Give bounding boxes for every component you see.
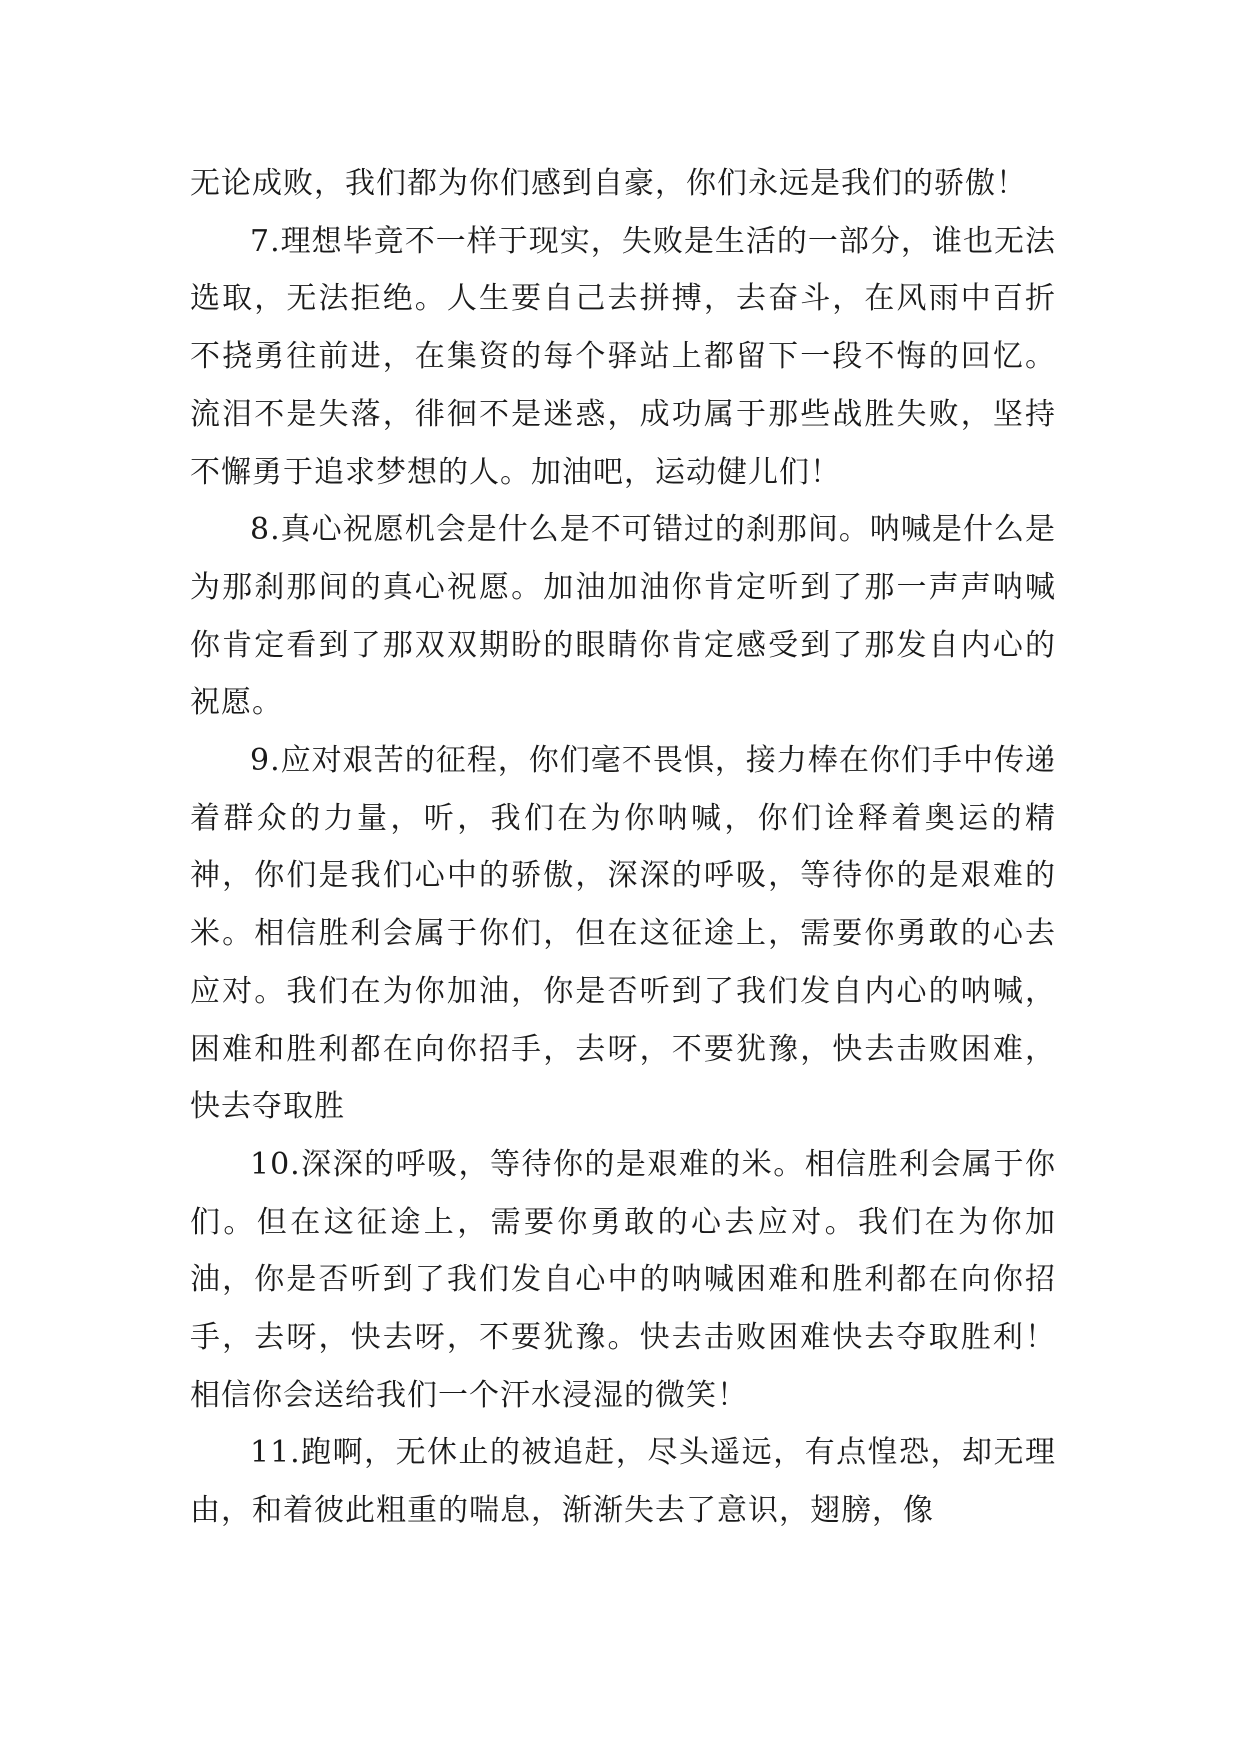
document-page — [190, 155, 1056, 1540]
paragraph-7: 7.理想毕竟不一样于现实，失败是生活的一部分，谁也无法选取，无法拒绝。人生要自己去拼搏，去奋斗，在风雨中百折不挠勇往前进，在集资的每个驿站上都留下一段不悔的回忆。流泪不是失落，徘徊不是迷惑，成功属于那些战胜失败，坚持不懈勇于追求梦想的人。加油吧，运动健儿们！ — [190, 223, 1056, 490]
paragraph-11: 11.跑啊，无休止的被追赶，尽头遥远，有点惶恐，却无理由，和着彼此粗重的喘息，渐渐失去了意识，翅膀，像 — [190, 1435, 1056, 1529]
paragraph-10: 10.深深的呼吸，等待你的是艰难的米。相信胜利会属于你们。但在这征途上，需要你勇敢的心去应对。我们在为你加油，你是否听到了我们发自心中的呐喊困难和胜利都在向你招手，去呀，快去呀，不要犹豫。快去击败困难快去夺取胜利！相信你会送给我们一个汗水浸湿的微笑！ — [190, 1146, 1056, 1413]
paragraph-continuation: 无论成败，我们都为你们感到自豪，你们永远是我们的骄傲！ — [190, 166, 1027, 201]
paragraph-8: 8.真心祝愿机会是什么是不可错过的刹那间。呐喊是什么是为那刹那间的真心祝愿。加油加油你肯定听到了那一声声呐喊你肯定看到了那双双期盼的眼睛你肯定感受到了那发自内心的祝愿。 — [190, 512, 1056, 721]
paragraph-9: 9.应对艰苦的征程，你们毫不畏惧，接力棒在你们手中传递着群众的力量，听，我们在为你呐喊，你们诠释着奥运的精神，你们是我们心中的骄傲，深深的呼吸，等待你的是艰难的米。相信胜利会属于你们，但在这征途上，需要你勇敢的心去应对。我们在为你加油，你是否听到了我们发自内心的呐喊，困难和胜利都在向你招手，去呀，不要犹豫，快去击败困难，快去夺取胜 — [190, 743, 1056, 1125]
